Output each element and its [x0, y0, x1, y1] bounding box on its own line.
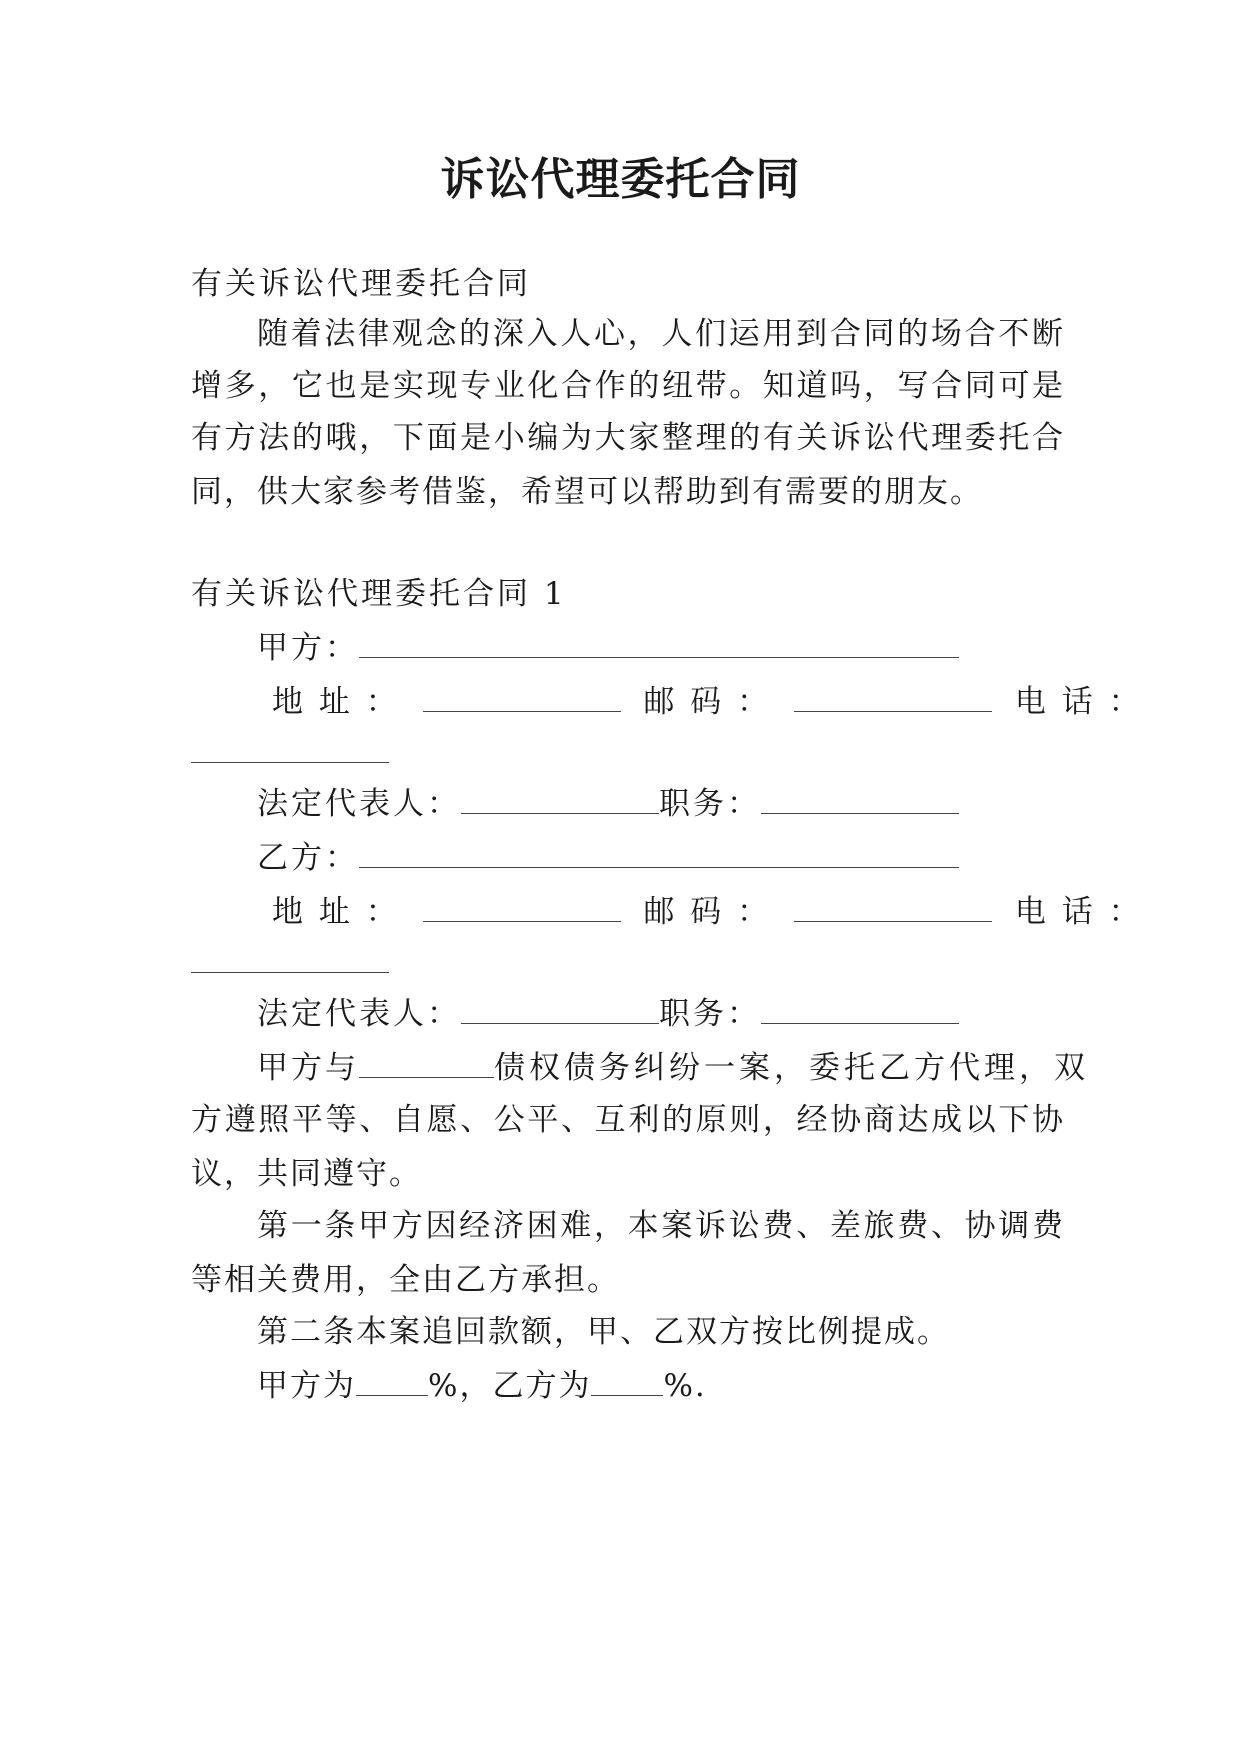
agreement-line-1 — [257, 1046, 1089, 1090]
agreement-line-3: 议，共同遵守。 — [191, 1156, 422, 1192]
article-2-line-1: 第二条本案追回款额，甲、乙双方按比例提成。 — [257, 1314, 950, 1350]
party-a-address-row — [272, 680, 1143, 724]
ratio-a-blank[interactable] — [356, 1367, 428, 1396]
party-a-row — [257, 626, 959, 670]
agreement-counterparty-blank[interactable] — [359, 1049, 494, 1078]
article-1-line-1: 第一条甲方因经济困难，本案诉讼费、差旅费、协调费 — [257, 1208, 1063, 1244]
section-heading: 有关诉讼代理委托合同 1 — [191, 576, 567, 612]
ratio-a-unit: %， — [428, 1368, 493, 1404]
ratio-b-blank[interactable] — [591, 1367, 663, 1396]
agreement-party-a-text: 甲方与 — [257, 1050, 359, 1086]
party-b-position-label: 职务： — [659, 996, 761, 1032]
party-b-address-blank[interactable] — [423, 893, 621, 922]
party-a-postcode-label: 邮 码 ： — [643, 684, 772, 720]
party-a-blank[interactable] — [359, 629, 959, 658]
party-b-rep-label: 法定代表人： — [257, 996, 461, 1032]
intro-line-2: 增多，它也是实现专业化合作的纽带。知道吗，写合同可是 — [191, 368, 1063, 404]
ratio-b-unit: %. — [663, 1368, 707, 1404]
party-b-rep-row — [257, 992, 959, 1036]
ratio-b-label: 乙方为 — [492, 1368, 592, 1404]
party-b-position-blank[interactable] — [761, 995, 959, 1024]
party-b-rep-blank[interactable] — [461, 995, 659, 1024]
party-a-label: 甲方： — [257, 630, 359, 666]
party-a-phone-label: 电 话 ： — [1014, 684, 1143, 720]
party-b-address-label: 地 址 ： — [272, 894, 400, 930]
party-a-rep-label: 法定代表人： — [257, 786, 461, 822]
party-a-address-blank[interactable] — [423, 683, 621, 712]
party-b-blank[interactable] — [359, 839, 959, 868]
party-b-postcode-label: 邮 码 ： — [643, 894, 772, 930]
article-2-ratio-row — [257, 1364, 707, 1408]
party-a-position-blank[interactable] — [761, 785, 959, 814]
intro-line-4: 同，供大家参考借鉴，希望可以帮助到有需要的朋友。 — [191, 474, 983, 510]
party-a-postcode-blank[interactable] — [794, 683, 992, 712]
document-title: 诉讼代理委托合同 — [440, 154, 801, 205]
party-a-position-label: 职务： — [659, 786, 761, 822]
party-b-row — [257, 836, 959, 880]
party-b-label: 乙方： — [257, 840, 359, 876]
party-a-rep-row — [257, 782, 959, 826]
party-b-phone-blank[interactable] — [191, 972, 389, 973]
document-subtitle: 有关诉讼代理委托合同 — [191, 266, 531, 302]
intro-line-1: 随着法律观念的深入人心，人们运用到合同的场合不断 — [257, 316, 1063, 352]
party-a-phone-blank[interactable] — [191, 762, 389, 763]
party-a-address-label: 地 址 ： — [272, 684, 400, 720]
agreement-case-text: 债权债务纠纷一案，委托乙方代理，双 — [494, 1050, 1089, 1086]
ratio-a-label: 甲方为 — [257, 1368, 356, 1404]
intro-line-3: 有方法的哦，下面是小编为大家整理的有关诉讼代理委托合 — [191, 420, 1063, 456]
party-b-address-row — [272, 890, 1143, 934]
agreement-line-2: 方遵照平等、自愿、公平、互利的原则，经协商达成以下协 — [191, 1102, 1063, 1138]
party-b-phone-label: 电 话 ： — [1014, 894, 1143, 930]
article-1-line-2: 等相关费用，全由乙方承担。 — [191, 1262, 620, 1298]
party-b-postcode-blank[interactable] — [794, 893, 992, 922]
party-a-rep-blank[interactable] — [461, 785, 659, 814]
